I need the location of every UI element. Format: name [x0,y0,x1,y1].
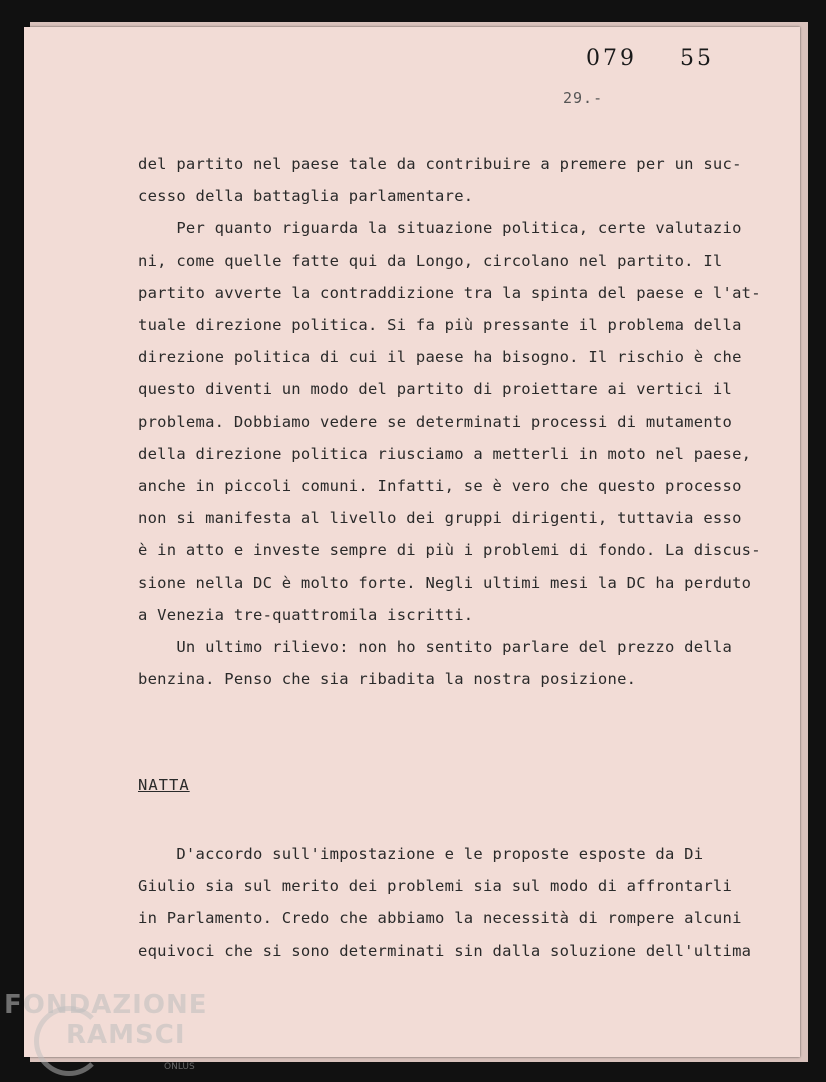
paragraph-1-line: della direzione politica riusciamo a metterli in moto nel paese, [138,444,752,463]
watermark-small-text: ONLUS [164,1062,195,1072]
paragraph-1-line: è in atto e investe sempre di più i problemi di fondo. La discus- [138,541,761,560]
paragraph-1-line: del partito nel paese tale da contribuire a premere per un suc- [138,155,742,173]
paragraph-2-line: in Parlamento. Credo che abbiamo la necessità di rompere alcuni [138,909,742,928]
paragraph-1-line: direzione politica di cui il paese ha bisogno. Il rischio è che [138,348,742,367]
paragraph-1-line: anche in piccoli comuni. Infatti, se è vero che questo processo [138,477,742,496]
paragraph-1-line: tuale direzione politica. Si fa più pressante il problema della [138,316,742,335]
paragraph-2-line: Giulio sia sul merito dei problemi sia sul modo di affrontarli [138,877,733,896]
paragraph-1-line: cesso della battaglia parlamentare. [138,187,474,206]
paragraph-1-line: Per quanto riguarda la situazione politica, certe valutazio [138,219,742,238]
body-paragraph-1 [138,148,778,695]
paragraph-2-line: D'accordo sull'impostazione e le proposte esposte da Di [138,845,704,863]
paragraph-1-line: a Venezia tre-quattromila iscritti. [138,605,474,624]
paragraph-1-line: sione nella DC è molto forte. Negli ultimi mesi la DC ha perduto [138,573,752,592]
speaker-heading: NATTA [138,776,190,794]
typed-page-number: 29.- [563,89,604,107]
body-paragraph-2 [138,838,778,967]
paragraph-1-line: Un ultimo rilievo: non ho sentito parlare del prezzo della [138,638,733,657]
paragraph-1-line: problema. Dobbiamo vedere se determinati processi di mutamento [138,412,733,431]
watermark-line-1: FONDAZIONE [4,990,208,1020]
paragraph-1-line: benzina. Penso che sia ribadita la nostra posizione. [138,670,637,689]
paragraph-2-line: equivoci che si sono determinati sin dalla soluzione dell'ultima [138,941,752,960]
paragraph-1-line: non si manifesta al livello dei gruppi dirigenti, tuttavia esso [138,509,742,528]
archive-number: 079 [586,46,637,71]
watermark-g-logo [34,1006,104,1076]
paragraph-1-line: questo diventi un modo del partito di proiettare ai vertici il [138,380,733,399]
watermark-line-2: RAMSCI [66,1020,186,1050]
sheet-number: 55 [680,46,714,71]
paragraph-1-line: ni, come quelle fatte qui da Longo, circolano nel partito. Il [138,251,723,270]
paragraph-1-line: partito avverte la contraddizione tra la spinta del paese e l'at- [138,283,761,302]
fondazione-gramsci-watermark [4,990,208,1072]
